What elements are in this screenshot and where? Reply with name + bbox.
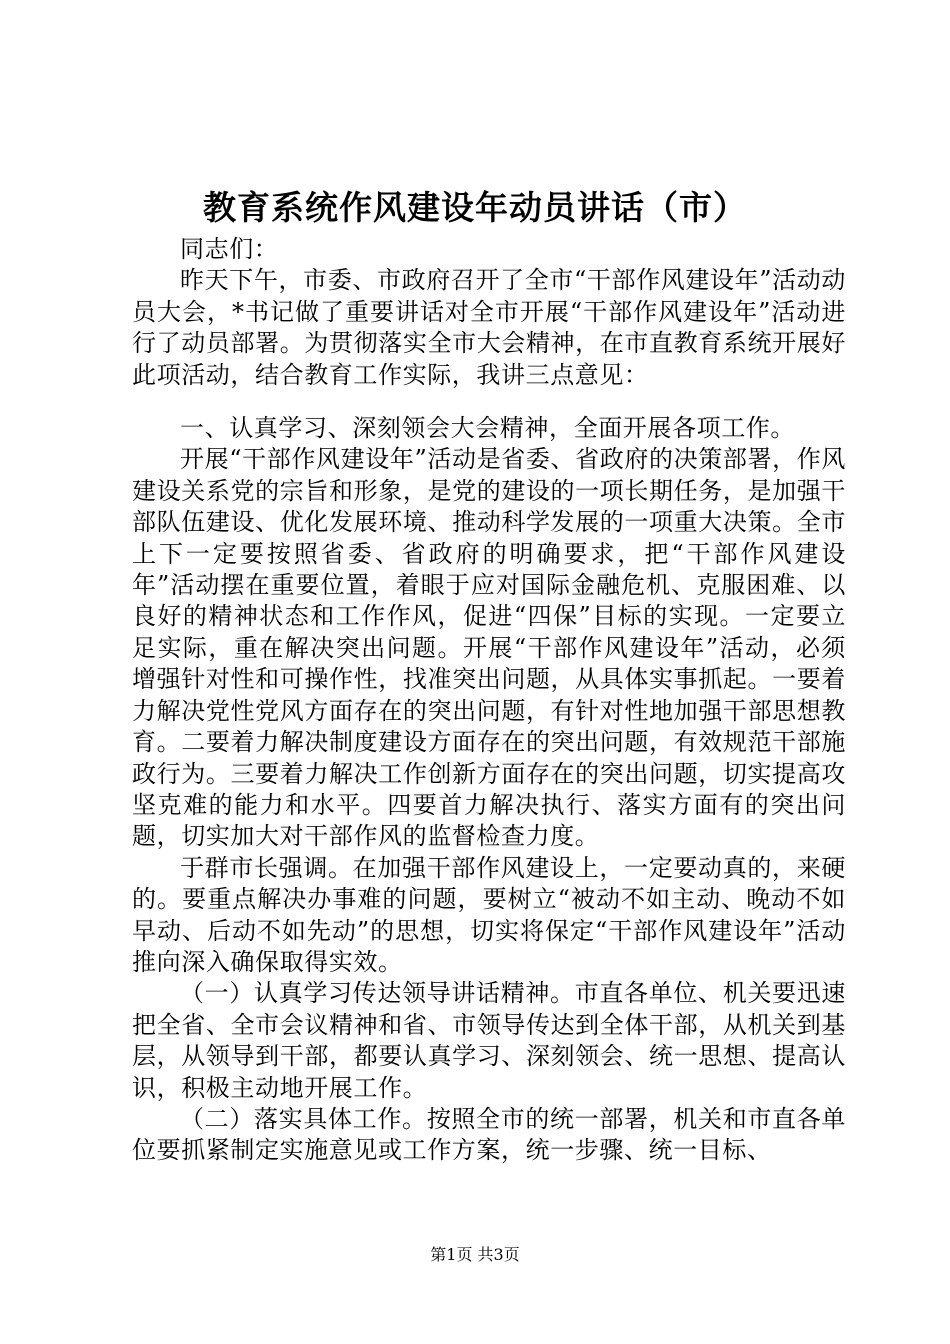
section-heading-1: 一、认真学习、深刻领会大会精神，全面开展各项工作。	[180, 414, 795, 443]
body-paragraph-2: 于群市长强调。在加强干部作风建设上，一定要动真的，来硬的。要重点解决办事难的问题，要树立“被动不如主动、晚动不如早动、后动不如先动”的思想，切实将保定“干部作风建设年”活动推向深入确保取得实效。	[132, 853, 846, 976]
document-title: 教育系统作风建设年动员讲话（市）	[203, 188, 747, 227]
document-body	[132, 234, 846, 1167]
body-paragraph-1: 开展“干部作风建设年”活动是省委、省政府的决策部署，作风建设关系党的宗旨和形象，是党的建设的一项长期任务，是加强干部队伍建设、优化发展环境、推动科学发展的一项重大决策。全市上下一定要按照省委、省政府的明确要求，把“干部作风建设年”活动摆在重要位置，着眼于应对国际金融危机、克服困难、以良好的精神状态和工作作风，促进“四保”目标的实现。一定要立足实际，重在解决突出问题。开展“干部作风建设年”活动，必须增强针对性和可操作性，找准突出问题，从具体实事抓起。一要着力解决党性党风方面存在的突出问题，有针对性地加强干部思想教育。二要着力解决制度建设方面存在的突出问题，有效规范干部施政行为。三要着力解决工作创新方面存在的突出问题，切实提高攻坚克难的能力和水平。四要首力解决执行、落实方面有的突出问题，切实加大对干部作风的监督检查力度。	[132, 445, 846, 851]
subsection-1: （一）认真学习传达领导讲话精神。市直各单位、机关要迅速把全省、全市会议精神和省、市领导传达到全体干部，从机关到基层，从领导到干部，都要认真学习、深刻领会、统一思想、提高认识，积极主动地开展工作。	[132, 979, 846, 1102]
salutation: 同志们：	[180, 235, 279, 263]
page-number-footer: 第1页 共3页	[430, 1245, 520, 1264]
body-paragraph-intro: 昨天下午，市委、市政府召开了全市“干部作风建设年”活动动员大会，*书记做了重要讲话对全市开展“干部作风建设年”活动进行了动员部署。为贯彻落实全市大会精神，在市直教育系统开展好此项活动，结合教育工作实际，我讲三点意见：	[132, 266, 846, 389]
subsection-2: （二）落实具体工作。按照全市的统一部署，机关和市直各单位要抓紧制定实施意见或工作方案，统一步骤、统一目标、	[132, 1104, 846, 1165]
